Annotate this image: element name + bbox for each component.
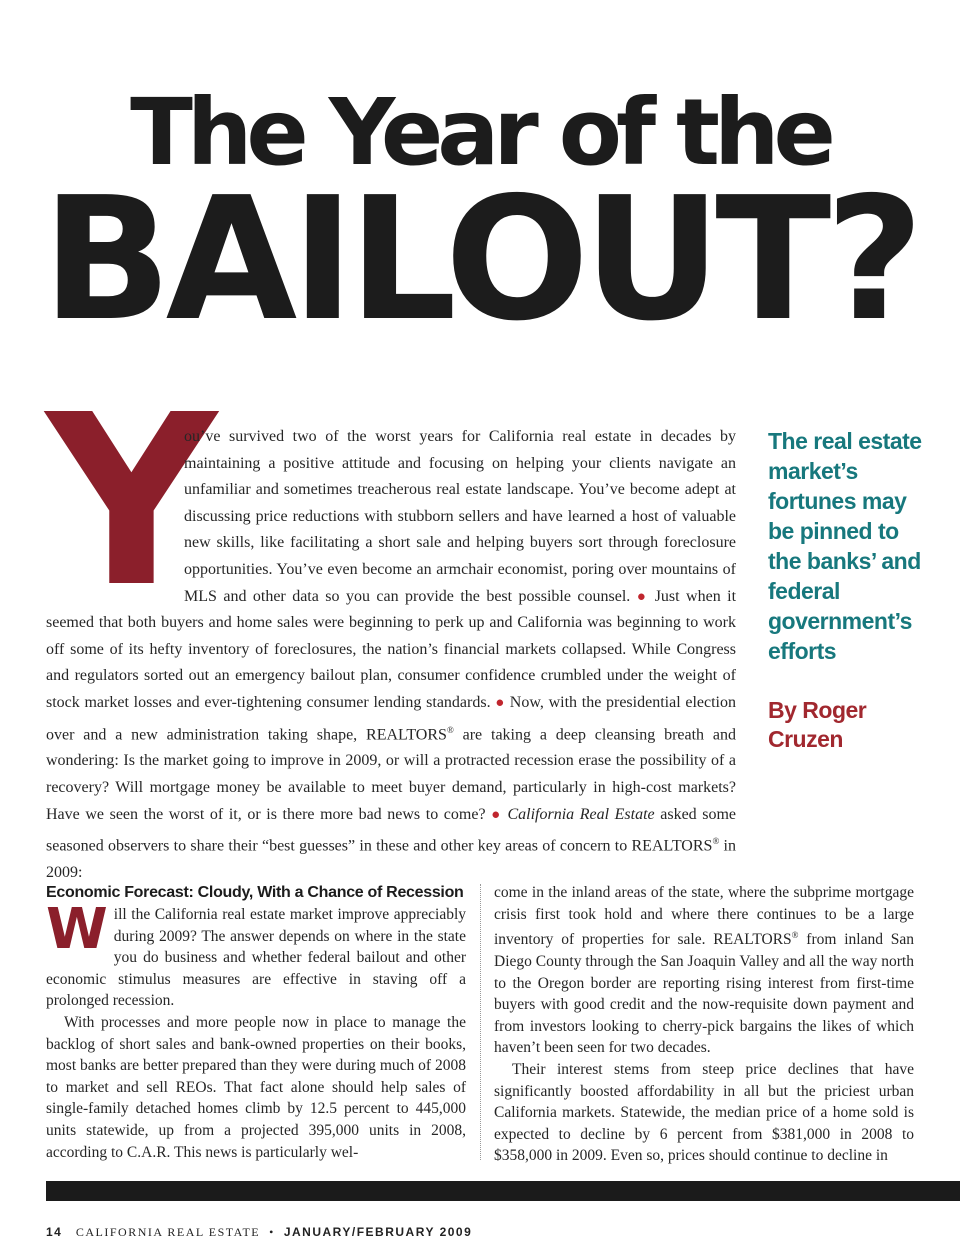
bullet-icon: ● bbox=[636, 588, 649, 605]
column-divider bbox=[480, 884, 481, 1160]
column-left-paragraph-1 bbox=[46, 897, 466, 1012]
registered-mark: ® bbox=[446, 724, 454, 735]
footer-bar bbox=[46, 1181, 960, 1201]
intro-text-2: Just when it seemed that both buyers and home sales were beginning to perk up and California was beginning to work off some of its hefty inventory of foreclosures, the nation’s financial markets collapsed. While Congress and regulators sorted out an emergency bailout plan, consumer confidence crumbled under the weight of stock market losses and ever-tightening consumer lending standards. bbox=[46, 587, 737, 711]
column-right bbox=[494, 882, 914, 1167]
drop-cap-space bbox=[46, 424, 184, 606]
intro-drop-cap: Y bbox=[46, 364, 217, 639]
intro-text-4a: asked some seasoned observers to share their “best guesses” in these and other key areas of concern to REALTORS bbox=[46, 805, 737, 855]
bullet-icon: ● bbox=[491, 806, 502, 823]
intro-text-3a: Now, with the presidential election over and a new administration taking shape, REALTORS bbox=[46, 693, 737, 743]
footer-separator: • bbox=[269, 1225, 275, 1239]
magazine-title-italic: California Real Estate bbox=[507, 805, 655, 823]
intro-text-4b: in 2009: bbox=[46, 837, 737, 882]
column-left-paragraph-2: With processes and more people now in place to manage the backlog of short sales and bank-owned properties on their books, most banks are better prepared than they were during much of 2008 to market and sell REOs. That fact alone should help sales of single-family detached homes climb by 12.5 percent to 445,000 units statewide, up from a projected 395,000 units in 2008, according to C.A.R. This news is particularly wel- bbox=[46, 1013, 466, 1161]
issue-date: JANUARY/FEBRUARY 2009 bbox=[283, 1225, 473, 1239]
column-right-paragraph-1 bbox=[494, 882, 914, 1059]
column-left-text-1: ill the California real estate market improve appreciably during 2009? The answer depends on where in the state you do business and whether federal bailout and other economic stimulus measures are effective in staving off a prolonged recession. bbox=[46, 906, 466, 1010]
column-left bbox=[46, 882, 466, 1163]
page-footer bbox=[46, 1225, 472, 1240]
byline bbox=[768, 696, 928, 754]
magazine-name: CALIFORNIA REAL ESTATE bbox=[75, 1225, 261, 1239]
intro-paragraph bbox=[46, 424, 736, 887]
headline-line-1: The Year of the bbox=[130, 79, 830, 186]
column-right-paragraph-2: Their interest stems from steep price declines that have significantly boosted affordability in all but the priciest urban California markets. Statewide, the median price of a home sold is expected to decline by 6 percent from $381,000 in 2008 to $358,000 in 2009. Even so, prices should continue to decline in bbox=[494, 1060, 914, 1165]
bullet-icon: ● bbox=[495, 694, 506, 711]
byline-line-1: By Roger bbox=[768, 697, 867, 723]
registered-mark: ® bbox=[791, 930, 799, 941]
intro-text-3b: are taking a deep cleansing breath and wondering: Is the market going to improve in 2009, or will a protracted recession erase the possibility of a recovery? Will mortgage money be available to meet buyer demand, particularly in high-cost markets? Have we seen the worst of it, or is there more bad news to come? bbox=[46, 725, 736, 823]
column-right-text-1b: from inland San Diego County through the San Joaquin Valley and all the way north to the Oregon border are reporting rising interest from first-time buyers with good credit and the now-requisite down payment and from investors looking to cherry-pick bargains the likes of which haven’t been seen for two decades. bbox=[494, 931, 914, 1057]
headline-line-2: BAILOUT? bbox=[42, 161, 918, 359]
byline-line-2: Cruzen bbox=[768, 726, 843, 752]
intro-text-1: ou’ve survived two of the worst years for California real estate in decades by maintaining a positive attitude and focusing on helping your clients navigate an unfamiliar and sometimes treacherous real estate landscape. You’ve become adept at discussing price reductions with stubborn sellers and have learned a host of valuable new skills, like facilitating a short sale and helping buyers sort through foreclosure opportunities. You’ve even become an armchair economist, poring over mountains of MLS and other data so you can provide the best possible counsel. bbox=[184, 428, 736, 605]
section-drop-cap: W bbox=[46, 897, 108, 962]
section-subhead: Economic Forecast: Cloudy, With a Chance of Recession bbox=[46, 884, 464, 901]
registered-mark: ® bbox=[712, 836, 720, 847]
deck-text: The real estate market’s fortunes may be pinned to the banks’ and federal government’s efforts bbox=[768, 428, 922, 664]
column-right-text-1a: come in the inland areas of the state, where the subprime mortgage crisis first took hold and where there continues to be a large inventory of properties for sale. REALTORS bbox=[494, 884, 914, 949]
page-number: 14 bbox=[46, 1225, 63, 1239]
